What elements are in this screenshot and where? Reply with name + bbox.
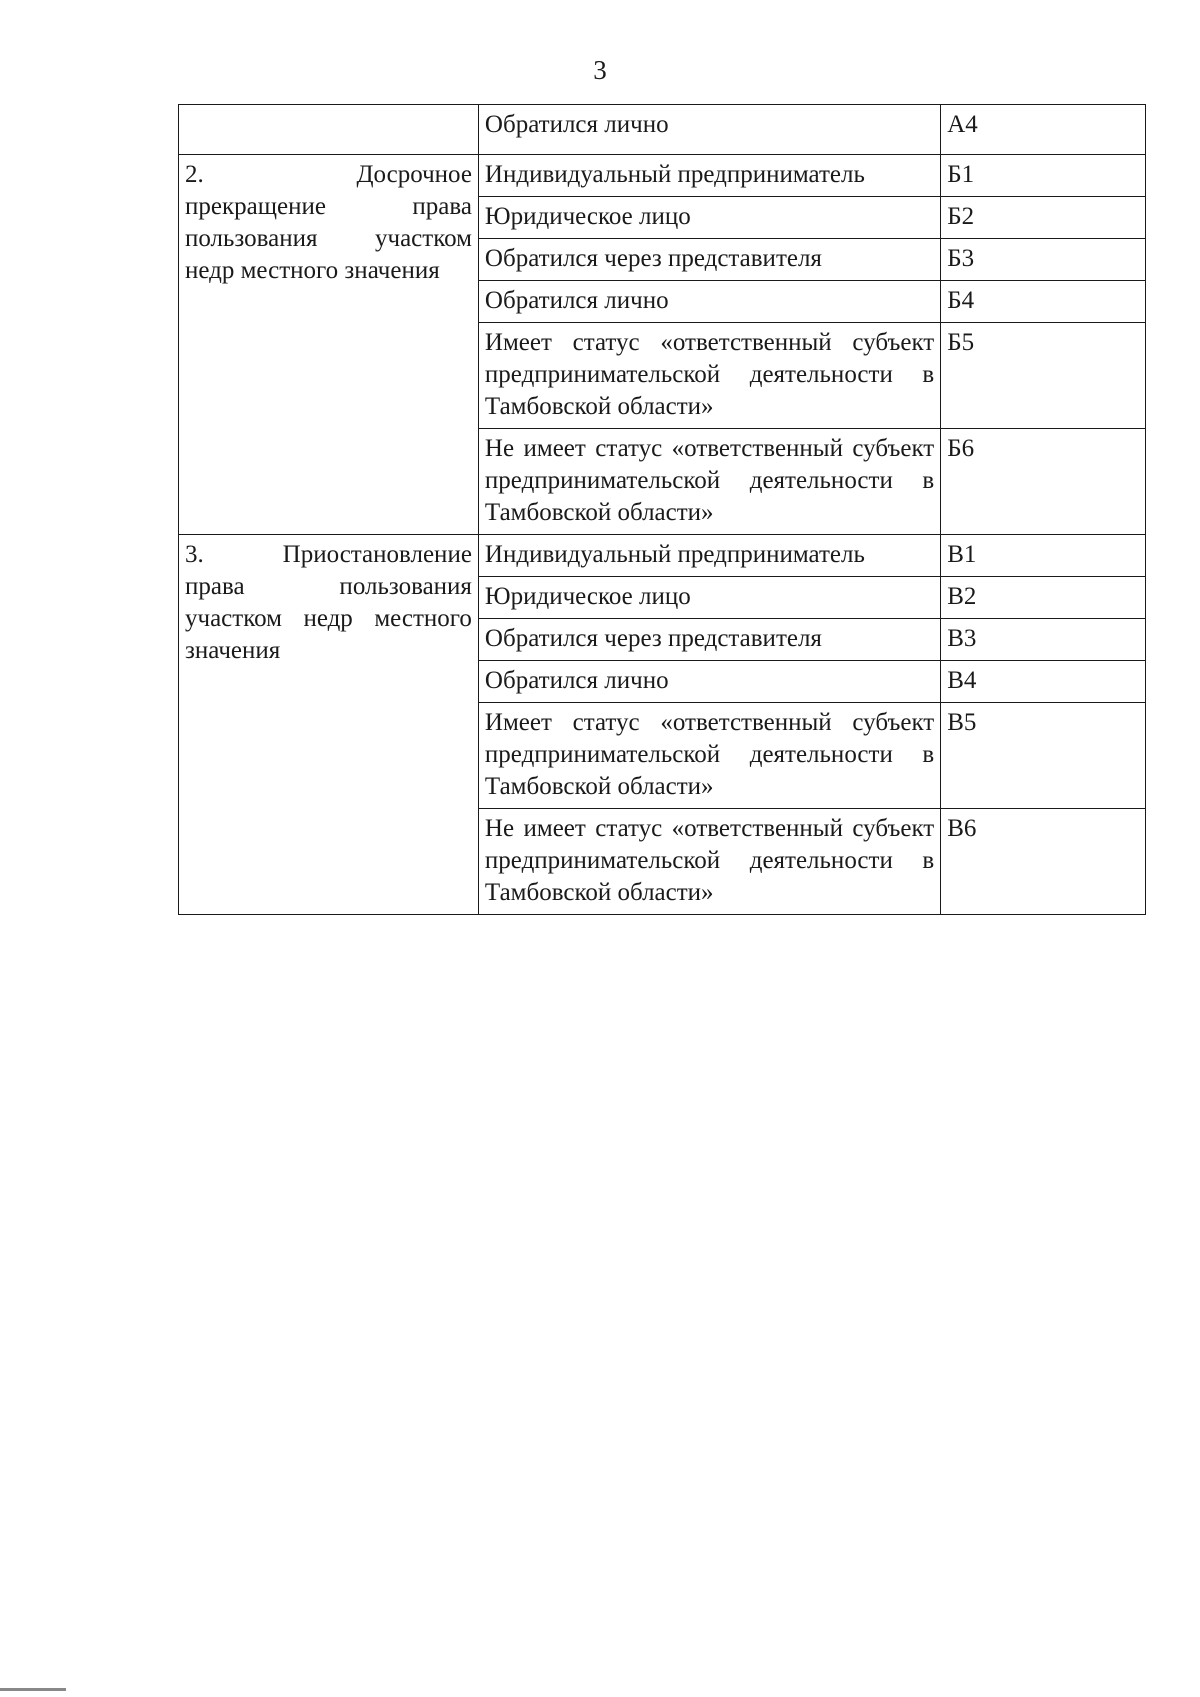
code-cell: Б5 — [941, 323, 1146, 429]
code-cell: А4 — [941, 105, 1146, 155]
page-number: 3 — [593, 55, 607, 85]
service-title-first-line — [185, 159, 472, 191]
criterion-cell: Юридическое лицо — [478, 197, 940, 239]
criterion-cell: Имеет статус «ответственный субъект предпринимательской деятельности в Тамбовской области» — [478, 323, 940, 429]
code-cell: В3 — [941, 619, 1146, 661]
code-cell: Б6 — [941, 429, 1146, 535]
service-title-first-word: Досрочное — [356, 161, 472, 188]
table-row — [179, 105, 1146, 155]
code-cell: Б1 — [941, 155, 1146, 197]
service-title-rest: права пользования участком недр местного значения — [185, 573, 472, 664]
code-cell: Б3 — [941, 239, 1146, 281]
code-cell: В2 — [941, 577, 1146, 619]
service-number: 3. — [185, 541, 204, 568]
service-cell-early-termination — [179, 155, 479, 535]
service-number: 2. — [185, 161, 204, 188]
criterion-cell: Не имеет статус «ответственный субъект предпринимательской деятельности в Тамбовской области» — [478, 809, 940, 915]
criterion-cell: Обратился лично — [478, 105, 940, 155]
services-criteria-table — [178, 104, 1146, 915]
criterion-cell: Имеет статус «ответственный субъект предпринимательской деятельности в Тамбовской области» — [478, 703, 940, 809]
service-cell-empty — [179, 105, 479, 155]
code-cell: В1 — [941, 535, 1146, 577]
service-title-first-line — [185, 539, 472, 571]
criterion-cell: Обратился лично — [478, 661, 940, 703]
table-row — [179, 535, 1146, 577]
criterion-cell: Юридическое лицо — [478, 577, 940, 619]
code-cell: В5 — [941, 703, 1146, 809]
code-cell: Б2 — [941, 197, 1146, 239]
service-cell-suspension — [179, 535, 479, 915]
criterion-cell: Обратился через представителя — [478, 239, 940, 281]
service-title-first-word: Приостановление — [282, 541, 472, 568]
criterion-cell: Обратился через представителя — [478, 619, 940, 661]
criterion-cell: Индивидуальный предприниматель — [478, 155, 940, 197]
code-cell: В6 — [941, 809, 1146, 915]
criterion-cell: Обратился лично — [478, 281, 940, 323]
scan-edge-mark — [0, 1688, 66, 1691]
code-cell: Б4 — [941, 281, 1146, 323]
service-title-rest: прекращение права пользования участком недр местного значения — [185, 193, 472, 284]
code-cell: В4 — [941, 661, 1146, 703]
criterion-cell: Индивидуальный предприниматель — [478, 535, 940, 577]
table-row — [179, 155, 1146, 197]
criterion-cell: Не имеет статус «ответственный субъект предпринимательской деятельности в Тамбовской области» — [478, 429, 940, 535]
